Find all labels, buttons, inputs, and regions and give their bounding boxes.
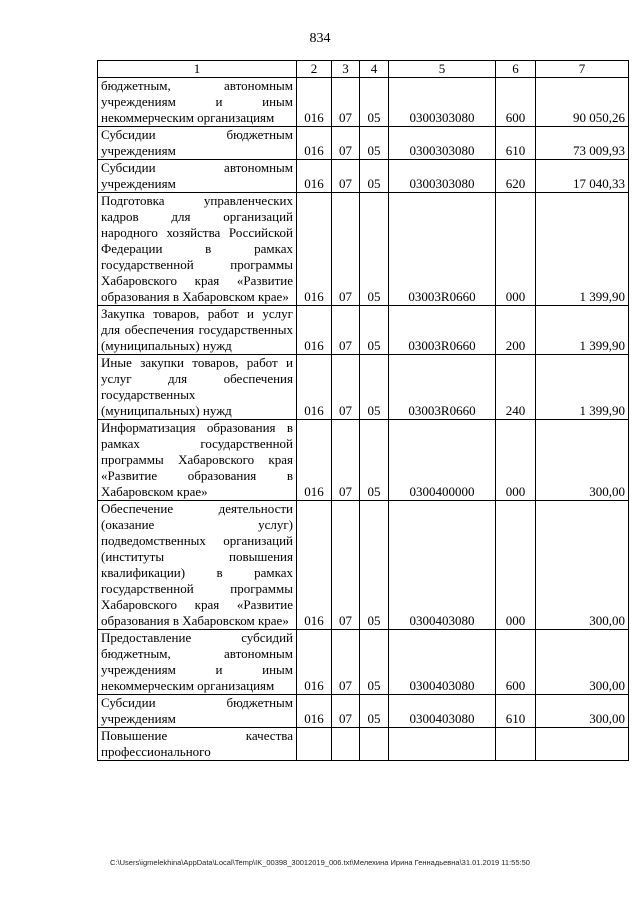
ministry-code-cell: 016 xyxy=(297,355,332,420)
file-path-footer: C:\Users\igmelekhina\AppData\Local\Temp\IK_00398_30012019_006.txt\Мелехина Ирина Геннадьевна\31.01.2019 11:55:50 xyxy=(110,858,530,867)
page-number: 834 xyxy=(309,31,331,46)
ministry-code-cell: 016 xyxy=(297,78,332,127)
section-code-cell: 07 xyxy=(332,695,360,728)
section-code-cell: 07 xyxy=(332,127,360,160)
subsection-code-cell: 05 xyxy=(360,420,389,501)
table-row xyxy=(98,420,629,501)
row-name-cell: Информатизация образования в рамках государственной программы Хабаровского края «Развитие образования в Хабаровском крае» xyxy=(98,420,297,501)
header-cell-4: 4 xyxy=(360,61,389,78)
ministry-code-cell xyxy=(297,728,332,761)
amount-cell xyxy=(536,728,629,761)
amount-cell: 1 399,90 xyxy=(536,193,629,306)
section-code-cell: 07 xyxy=(332,355,360,420)
expense-type-cell: 610 xyxy=(496,127,536,160)
ministry-code-cell: 016 xyxy=(297,630,332,695)
target-article-cell: 03003R0660 xyxy=(389,193,496,306)
amount-cell: 73 009,93 xyxy=(536,127,629,160)
target-article-cell: 03003R0660 xyxy=(389,355,496,420)
subsection-code-cell: 05 xyxy=(360,501,389,630)
budget-table xyxy=(97,60,629,761)
header-cell-2: 2 xyxy=(297,61,332,78)
target-article-cell: 0300303080 xyxy=(389,78,496,127)
expense-type-cell: 240 xyxy=(496,355,536,420)
section-code-cell: 07 xyxy=(332,78,360,127)
target-article-cell: 03003R0660 xyxy=(389,306,496,355)
table-row xyxy=(98,630,629,695)
section-code-cell: 07 xyxy=(332,306,360,355)
table-row xyxy=(98,160,629,193)
amount-cell: 1 399,90 xyxy=(536,355,629,420)
table-row xyxy=(98,127,629,160)
expense-type-cell: 000 xyxy=(496,501,536,630)
target-article-cell: 0300400000 xyxy=(389,420,496,501)
section-code-cell: 07 xyxy=(332,501,360,630)
expense-type-cell: 600 xyxy=(496,78,536,127)
row-name-cell: Субсидии бюджетным учреждениям xyxy=(98,695,297,728)
target-article-cell: 0300303080 xyxy=(389,160,496,193)
expense-type-cell: 200 xyxy=(496,306,536,355)
table-row xyxy=(98,501,629,630)
target-article-cell: 0300403080 xyxy=(389,695,496,728)
section-code-cell: 07 xyxy=(332,193,360,306)
row-name-cell: Субсидии автономным учреждениям xyxy=(98,160,297,193)
table-row xyxy=(98,78,629,127)
ministry-code-cell: 016 xyxy=(297,193,332,306)
target-article-cell: 0300403080 xyxy=(389,501,496,630)
subsection-code-cell: 05 xyxy=(360,355,389,420)
amount-cell: 90 050,26 xyxy=(536,78,629,127)
expense-type-cell xyxy=(496,728,536,761)
subsection-code-cell: 05 xyxy=(360,630,389,695)
amount-cell: 300,00 xyxy=(536,630,629,695)
table-body xyxy=(98,61,629,761)
subsection-code-cell: 05 xyxy=(360,193,389,306)
amount-cell: 1 399,90 xyxy=(536,306,629,355)
row-name-cell: бюджетным, автономным учреждениям и иным некоммерческим организациям xyxy=(98,78,297,127)
subsection-code-cell xyxy=(360,728,389,761)
table-row xyxy=(98,306,629,355)
subsection-code-cell: 05 xyxy=(360,695,389,728)
amount-cell: 300,00 xyxy=(536,420,629,501)
ministry-code-cell: 016 xyxy=(297,501,332,630)
section-code-cell: 07 xyxy=(332,630,360,695)
subsection-code-cell: 05 xyxy=(360,78,389,127)
subsection-code-cell: 05 xyxy=(360,127,389,160)
row-name-cell: Иные закупки товаров, работ и услуг для обеспечения государственных (муниципальных) нужд xyxy=(98,355,297,420)
amount-cell: 300,00 xyxy=(536,501,629,630)
header-cell-3: 3 xyxy=(332,61,360,78)
section-code-cell xyxy=(332,728,360,761)
amount-cell: 300,00 xyxy=(536,695,629,728)
row-name-cell: Закупка товаров, работ и услуг для обеспечения государственных (муниципальных) нужд xyxy=(98,306,297,355)
ministry-code-cell: 016 xyxy=(297,695,332,728)
ministry-code-cell: 016 xyxy=(297,306,332,355)
subsection-code-cell: 05 xyxy=(360,160,389,193)
expense-type-cell: 600 xyxy=(496,630,536,695)
row-name-cell: Предоставление субсидий бюджетным, автономным учреждениям и иным некоммерческим организациям xyxy=(98,630,297,695)
row-name-cell: Подготовка управленческих кадров для организаций народного хозяйства Российской Федерации в рамках государственной программы Хабаровского края «Развитие образования в Хабаровском крае» xyxy=(98,193,297,306)
ministry-code-cell: 016 xyxy=(297,160,332,193)
row-name-cell: Обеспечение деятельности (оказание услуг) подведомственных организаций (институты повышения квалификации) в рамках государственной программы Хабаровского края «Развитие образования в Хабаровском крае» xyxy=(98,501,297,630)
subsection-code-cell: 05 xyxy=(360,306,389,355)
expense-type-cell: 620 xyxy=(496,160,536,193)
ministry-code-cell: 016 xyxy=(297,127,332,160)
target-article-cell xyxy=(389,728,496,761)
table-row xyxy=(98,695,629,728)
row-name-cell: Повышение качества профессионального xyxy=(98,728,297,761)
ministry-code-cell: 016 xyxy=(297,420,332,501)
target-article-cell: 0300403080 xyxy=(389,630,496,695)
row-name-cell: Субсидии бюджетным учреждениям xyxy=(98,127,297,160)
section-code-cell: 07 xyxy=(332,160,360,193)
target-article-cell: 0300303080 xyxy=(389,127,496,160)
header-cell-5: 5 xyxy=(389,61,496,78)
section-code-cell: 07 xyxy=(332,420,360,501)
table-row xyxy=(98,193,629,306)
expense-type-cell: 610 xyxy=(496,695,536,728)
expense-type-cell: 000 xyxy=(496,193,536,306)
table-row xyxy=(98,355,629,420)
header-cell-6: 6 xyxy=(496,61,536,78)
header-cell-1: 1 xyxy=(98,61,297,78)
table-header-row xyxy=(98,61,629,78)
amount-cell: 17 040,33 xyxy=(536,160,629,193)
header-cell-7: 7 xyxy=(536,61,629,78)
table-row xyxy=(98,728,629,761)
expense-type-cell: 000 xyxy=(496,420,536,501)
